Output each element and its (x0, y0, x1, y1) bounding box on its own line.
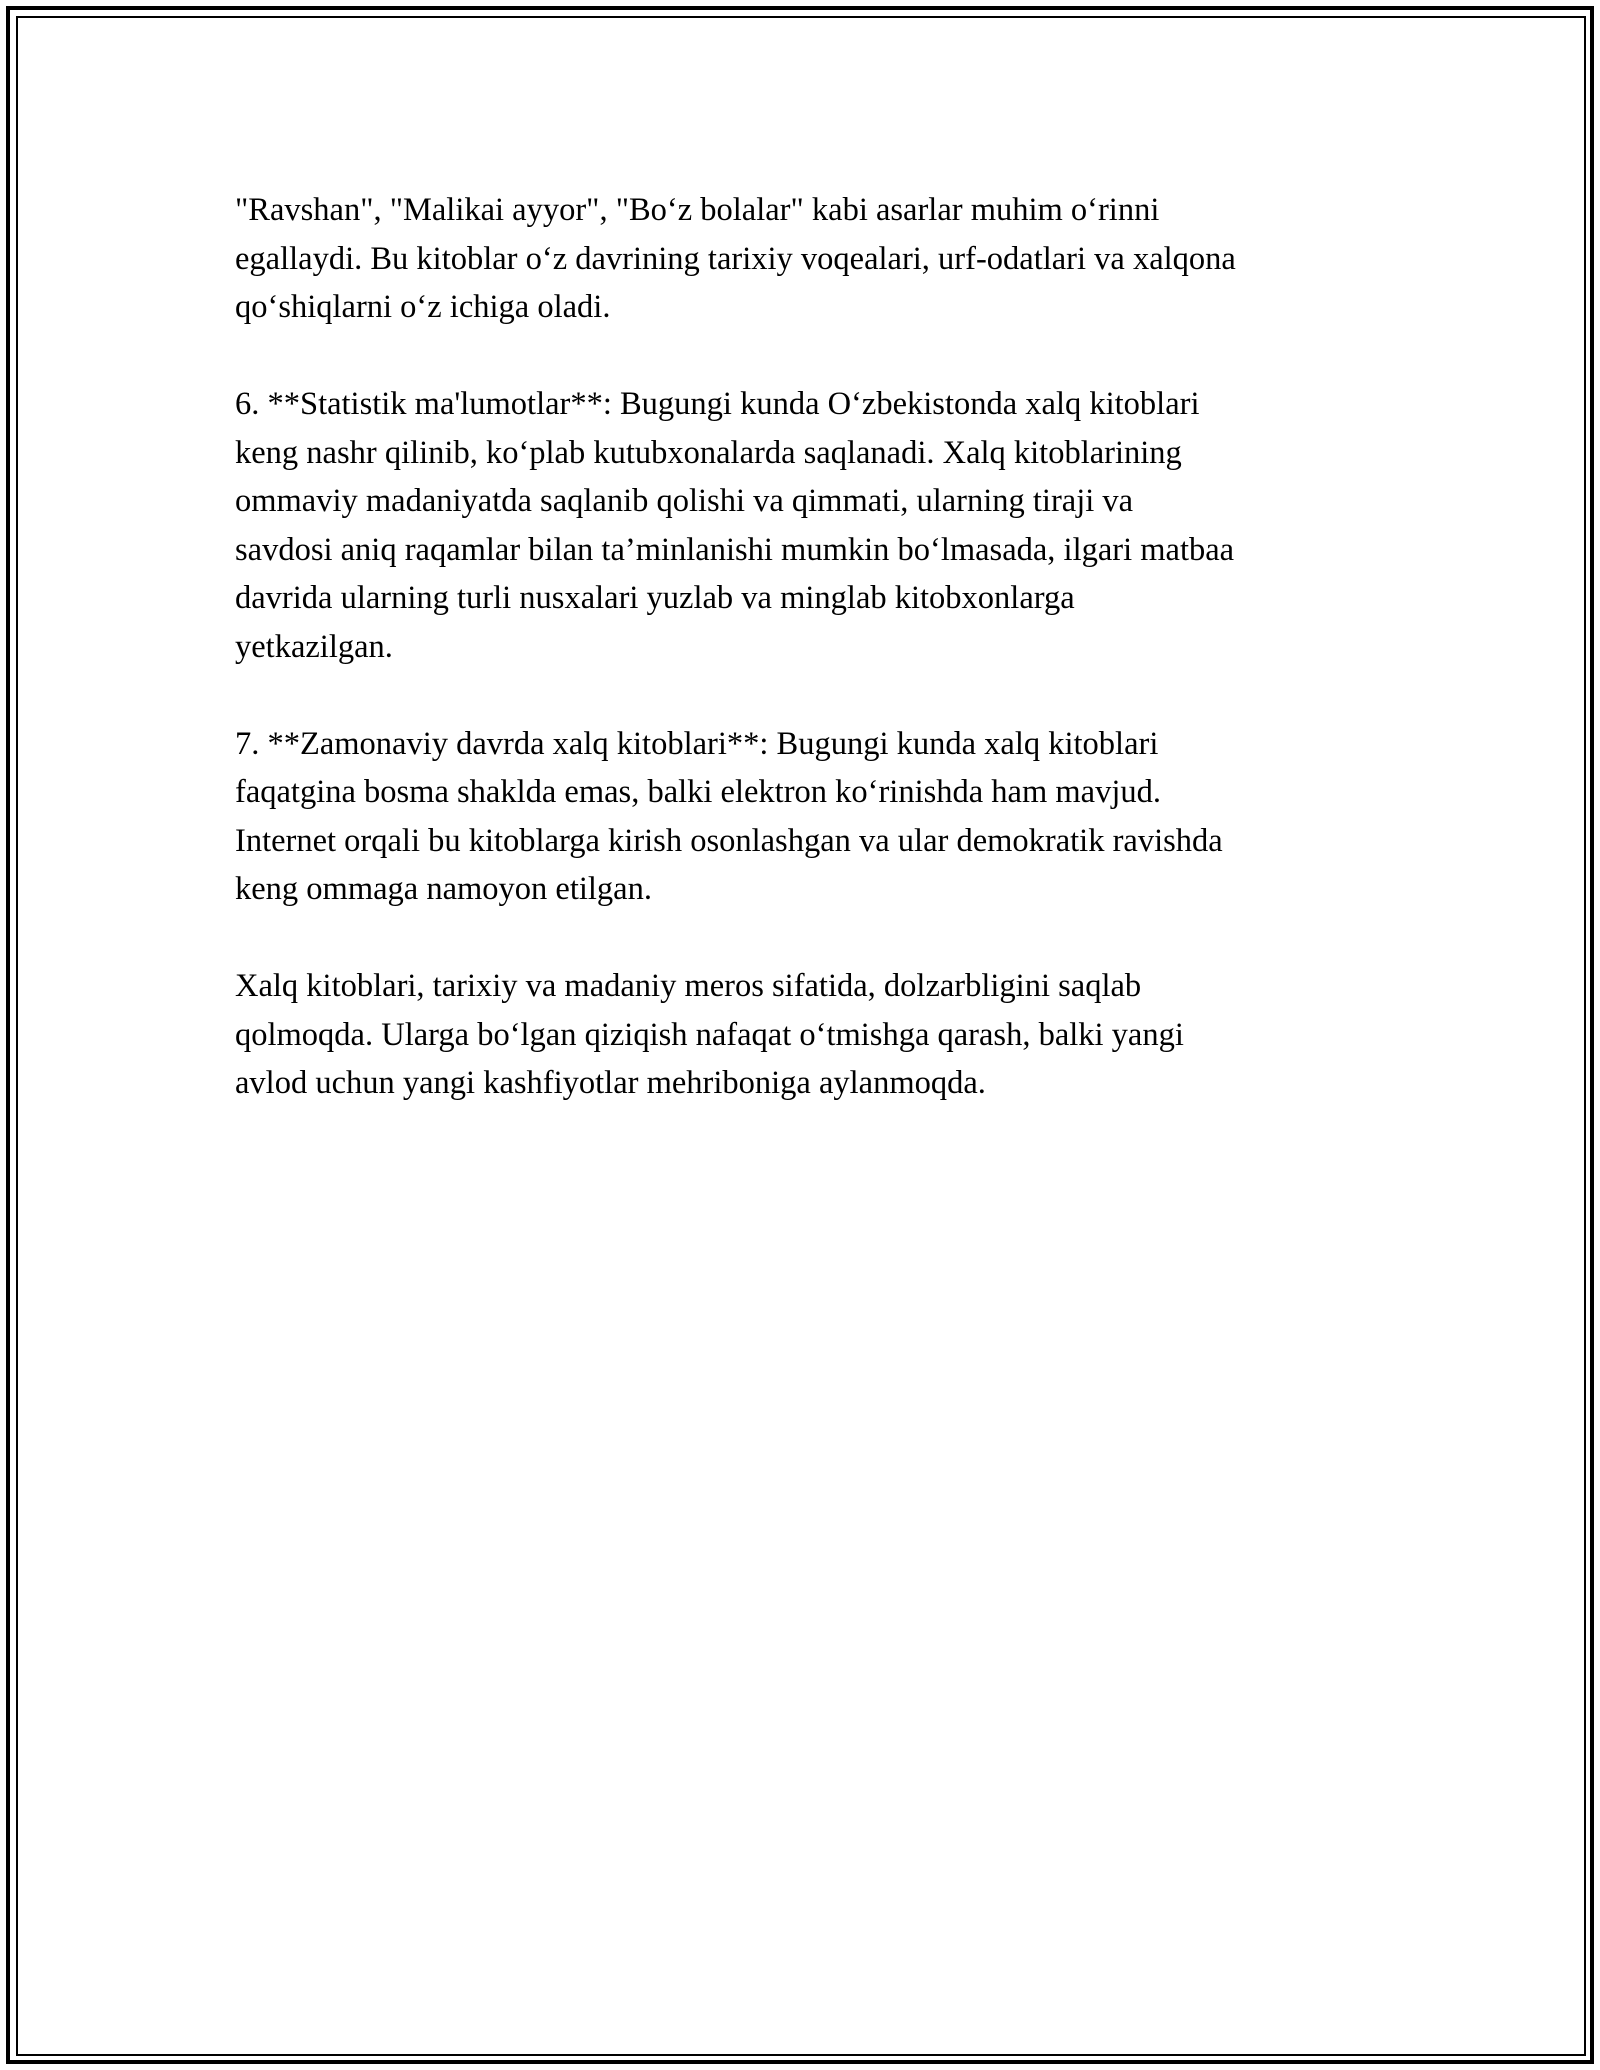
paragraph-conclusion: Xalq kitoblari, tarixiy va madaniy meros sifatida, dolzarbligini saqlab qolmoqda. Ularga bo‘lgan qiziqish nafaqat o‘tmishga qarash, balki yangi avlod uchun yangi kashfiyotlar mehriboniga aylanmoqda. (235, 968, 1184, 1101)
document-body (235, 186, 1395, 1156)
paragraph-modern-era: 7. **Zamonaviy davrda xalq kitoblari**: Bugungi kunda xalq kitoblari faqatgina bosma shaklda emas, balki elektron ko‘rinishda ham mavjud. Internet orqali bu kitoblarga kirish osonlashgan va ular demokratik ravishda keng ommaga namoyon etilgan. (235, 725, 1223, 907)
paragraph-intro-continuation: "Ravshan", "Malikai ayyor", "Bo‘z bolalar" kabi asarlar muhim o‘rinni egallaydi. Bu kitoblar o‘z davrining tarixiy voqealari, urf-odatlari va xalqona qo‘shiqlarni o‘z ichiga oladi. (235, 192, 1236, 325)
paragraph-statistics: 6. **Statistik ma'lumotlar**: Bugungi kunda O‘zbekistonda xalq kitoblari keng nashr qilinib, ko‘plab kutubxonalarda saqlanadi. Xalq kitoblarining ommaviy madaniyatda saqlanib qolishi va qimmati, ularning tiraji va savdosi aniq raqamlar bilan ta’minlanishi mumkin bo‘lmasada, ilgari matbaa davrida ularning turli nusxalari yuzlab va minglab kitobxonlarga yetkazilgan. (235, 386, 1235, 665)
